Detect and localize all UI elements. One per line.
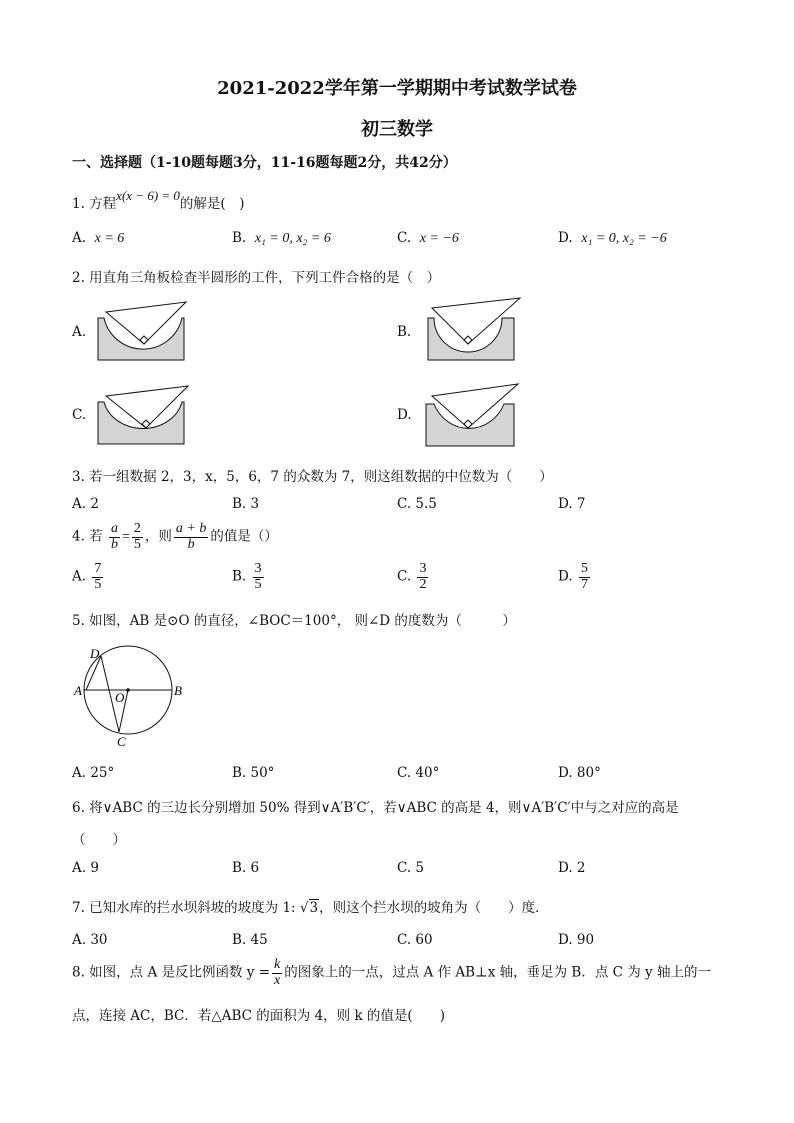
denominator: 2 [419, 576, 427, 592]
denominator: 5 [254, 576, 262, 592]
numerator: 5 [580, 561, 588, 576]
q5-option-b[interactable]: B. 50° [232, 765, 275, 781]
option-key: C. [397, 230, 412, 246]
question-7 [72, 896, 549, 916]
numerator: 7 [94, 561, 102, 576]
option-key: C. [397, 568, 412, 585]
q5-option-d[interactable]: D. 80° [558, 765, 601, 781]
question-6-line-2: （ ） [72, 832, 126, 848]
q2-option-b[interactable]: B. [397, 324, 412, 340]
q6-option-d[interactable]: D. 2 [558, 860, 586, 876]
q1-equation: x(x − 6) = 0 [116, 188, 180, 203]
q4-fraction-a-b [109, 522, 120, 552]
q7-option-b[interactable]: B. 45 [232, 932, 268, 948]
q3-option-d[interactable]: D. 7 [558, 496, 586, 512]
label-D: D [90, 646, 100, 661]
numerator: a [110, 521, 118, 536]
option-fraction [579, 562, 590, 592]
q3-option-c[interactable]: C. 5.5 [397, 496, 437, 512]
workpiece-a-figure [96, 298, 196, 363]
numerator: 3 [419, 561, 427, 576]
q4-fraction-ab-b [174, 522, 208, 552]
q1-option-d[interactable] [558, 230, 667, 247]
label-B: B [174, 683, 182, 698]
q1-option-c[interactable] [397, 230, 459, 247]
label-O: O [115, 690, 125, 705]
sqrt-sign: √ [299, 900, 309, 916]
numerator: 2 [133, 521, 141, 536]
question-2: 2. 用直角三角板检查半圆形的工件，下列工件合格的是（ ） [72, 270, 441, 286]
q4-suffix: 的值是（） [210, 528, 278, 545]
option-text: x = 6 [94, 231, 125, 246]
denominator: x [274, 972, 281, 988]
q4-option-c[interactable] [397, 562, 430, 592]
option-key: D. [558, 568, 573, 585]
question-5: 5. 如图，AB 是⊙O 的直径，∠BOC＝100°， 则∠D 的度数为（ ） [72, 613, 516, 629]
q1-suffix: 的解是( ) [179, 196, 245, 212]
numerator: k [274, 957, 281, 972]
q7-option-c[interactable]: C. 60 [397, 932, 433, 948]
label-C: C [117, 734, 126, 749]
q7-prefix: 7. 已知水库的拦水坝斜坡的坡度为 1: [72, 900, 300, 916]
sqrt-radicand: 3 [309, 900, 319, 916]
denominator: 7 [580, 576, 588, 592]
q4-mid: ，则 [144, 528, 172, 545]
workpiece-b-figure [424, 296, 524, 364]
circle-diagram [72, 640, 192, 750]
q6-option-c[interactable]: C. 5 [397, 860, 425, 876]
denominator: 5 [94, 576, 102, 592]
q2-option-a[interactable]: A. [72, 324, 87, 340]
option-key: A. [72, 568, 87, 585]
option-key: D. [558, 230, 573, 246]
denominator: b [187, 536, 195, 552]
q4-prefix: 4. 若 [72, 528, 103, 545]
q5-option-a[interactable]: A. 25° [72, 765, 115, 781]
denominator: 5 [133, 536, 141, 552]
section-heading: 一、选择题（1-10题每题3分，11-16题每题2分，共42分） [72, 155, 457, 171]
question-6-line-1: 6. 将∨ABC 的三边长分别增加 50% 得到∨A′B′C′，若∨ABC 的高是 4，则∨A′B′C′中与之对应的高是 [72, 800, 679, 816]
question-8-line-2: 点，连接 AC，BC．若△ABC 的面积为 4，则 k 的值是( ) [72, 1008, 445, 1024]
q8-suffix: 的图象上的一点，过点 A 作 AB⊥x 轴，垂足为 B．点 C 为 y 轴上的一 [284, 964, 711, 981]
option-key: A. [72, 230, 87, 246]
q1-option-b[interactable] [232, 230, 331, 247]
option-text: x = −6 [419, 231, 459, 246]
q6-option-b[interactable]: B. 6 [232, 860, 260, 876]
option-text: x₁ = 0, x₂ = 6 [254, 231, 331, 246]
option-key: B. [232, 230, 247, 246]
q8-fraction-k-x [272, 958, 282, 988]
numerator: a + b [175, 521, 207, 536]
q5-option-c[interactable]: C. 40° [397, 765, 440, 781]
q4-option-b[interactable] [232, 562, 266, 592]
q4-option-d[interactable] [558, 562, 592, 592]
question-1 [72, 188, 245, 212]
label-A: A [74, 683, 82, 698]
option-fraction [253, 562, 264, 592]
q4-fraction-2-5 [132, 522, 143, 552]
page-subtitle: 初三数学 [361, 119, 433, 140]
workpiece-c-figure [96, 382, 196, 446]
q7-suffix: ，则这个拦水坝的坡角为（ ）度． [319, 900, 549, 916]
question-8-line-1 [72, 958, 711, 988]
q6-option-a[interactable]: A. 9 [72, 860, 99, 876]
q1-option-a[interactable] [72, 230, 124, 247]
q8-prefix: 8. 如图，点 A 是反比例函数 y = [72, 964, 271, 981]
q2-option-d[interactable]: D. [397, 407, 412, 423]
workpiece-d-figure [424, 382, 524, 448]
q3-option-b[interactable]: B. 3 [232, 496, 260, 512]
option-key: B. [232, 568, 247, 585]
equals-sign: = [121, 529, 130, 545]
q7-option-d[interactable]: D. 90 [558, 932, 595, 948]
q7-option-a[interactable]: A. 30 [72, 932, 108, 948]
denominator: b [110, 536, 118, 552]
q4-option-a[interactable] [72, 562, 105, 592]
q3-option-a[interactable]: A. 2 [72, 496, 99, 512]
question-3: 3. 若一组数据 2，3，x，5，6，7 的众数为 7，则这组数据的中位数为（ ） [72, 469, 553, 485]
q1-prefix: 1. 方程 [72, 196, 117, 212]
option-text: x₁ = 0, x₂ = −6 [581, 231, 667, 246]
option-fraction [92, 562, 103, 592]
numerator: 3 [254, 561, 262, 576]
question-4 [72, 522, 278, 552]
page-title: 2021-2022学年第一学期期中考试数学试卷 [217, 78, 577, 99]
option-fraction [417, 562, 428, 592]
q2-option-c[interactable]: C. [72, 407, 87, 423]
